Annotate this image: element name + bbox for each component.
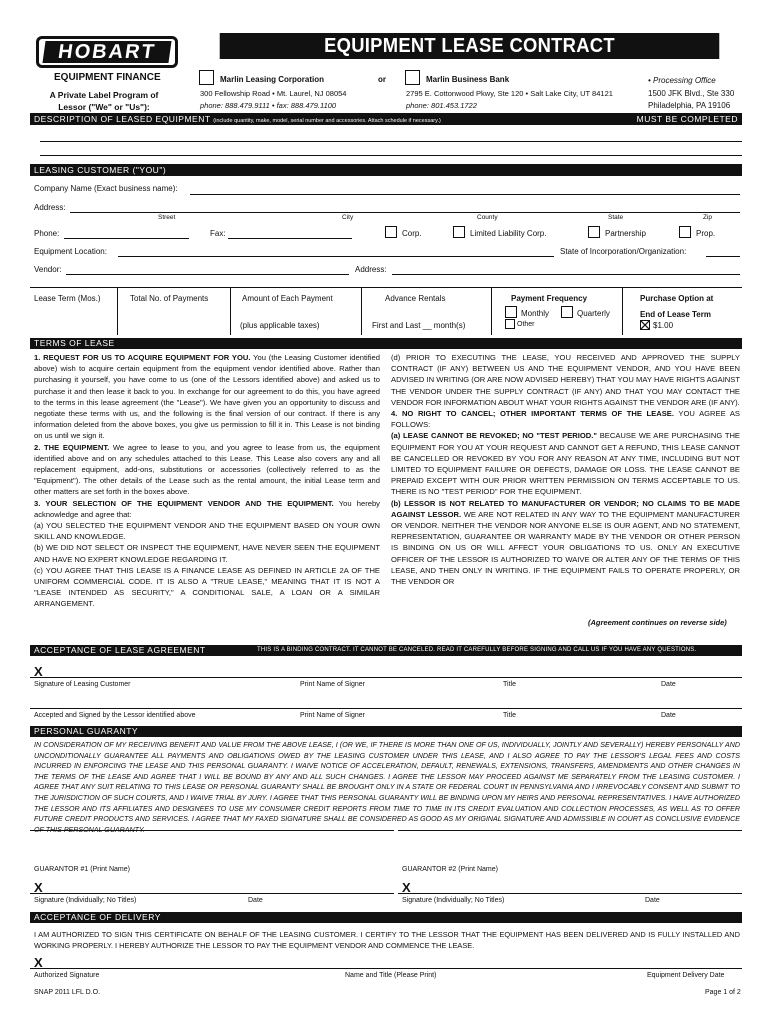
description-line-2[interactable] xyxy=(40,155,742,156)
address-field[interactable] xyxy=(70,212,740,213)
term-3d: (d) PRIOR TO EXECUTING THE LEASE, YOU RECEIVED AND APPROVED THE SUPPLY CONTRACT (IF ANY) BETWEEN US AND THE EQUIPMENT VENDOR, AND YOU HAVE BEEN ADVISED IN WRITING (OR ARE NOW ADVISED HEREBY) THAT YOU MAY HAVE RIGHTS AGAINST THE VENDOR UNDER THE SUPPLY CONTRACT (IF ANY) AND THAT YOU MAY CONTACT THE VENDOR FOR INFORMATION ABOUT WHAT YOUR RIGHTS AGAINST THE VENDOR ARE (IF ANY). xyxy=(391,353,740,407)
purchase-option-label: Purchase Option at xyxy=(640,294,714,303)
customer-signature-label: Signature of Leasing Customer xyxy=(34,681,131,688)
private-label-text xyxy=(46,89,162,113)
company-name-field[interactable] xyxy=(190,194,740,195)
amount-each-label: Amount of Each Payment xyxy=(242,294,333,303)
continues-note: (Agreement continues on reverse side) xyxy=(588,618,727,627)
vendor-label: Vendor: xyxy=(34,265,62,274)
term-4-heading: 4. NO RIGHT TO CANCEL; OTHER IMPORTANT TERMS OF THE LEASE. xyxy=(391,409,674,419)
term-3-body: You hereby acknowledge and agree that: xyxy=(34,498,380,519)
term-4b-heading: (b) LESSOR IS NOT RELATED TO MANUFACTURER OR VENDOR; NO CLAIMS TO BE MADE AGAINST LESSOR. xyxy=(391,498,740,519)
marlin-corp-address: 300 Fellowship Road • Mt. Laurel, NJ 08054 xyxy=(200,89,347,98)
description-title: DESCRIPTION OF LEASED EQUIPMENT xyxy=(34,114,211,124)
one-dollar-label: $1.00 xyxy=(653,321,674,330)
customer-bar: LEASING CUSTOMER ("YOU") xyxy=(30,164,742,176)
terms-right-column xyxy=(391,352,740,587)
marlin-bank-name: Marlin Business Bank xyxy=(426,75,510,84)
lessor-accepted-label: Accepted and Signed by the Lessor identified above xyxy=(34,712,196,719)
date-label: Date xyxy=(661,681,676,688)
page-number: Page 1 of 2 xyxy=(705,989,741,996)
private-label-line: A Private Label Program of xyxy=(49,90,159,100)
state-sublabel: State xyxy=(608,214,624,221)
monthly-checkbox[interactable] xyxy=(505,306,517,318)
state-of-inc-label: State of Incorporation/Organization: xyxy=(560,247,687,256)
delivery-bar: ACCEPTANCE OF DELIVERY xyxy=(30,912,742,923)
delivery-signature-line[interactable] xyxy=(30,968,742,969)
guarantor-2-label: GUARANTOR #2 (Print Name) xyxy=(402,866,498,873)
or-label: or xyxy=(378,75,386,84)
name-title-label: Name and Title (Please Print) xyxy=(345,972,437,979)
acceptance-note: THIS IS A BINDING CONTRACT. IT CANNOT BE CANCELED. READ IT CAREFULLY BEFORE SIGNING AND CALL US IF YOU HAVE ANY QUESTIONS. xyxy=(257,647,697,653)
guaranty-bar: PERSONAL GUARANTY xyxy=(30,726,742,737)
corp-label: Corp. xyxy=(402,229,422,238)
terms-divider-2 xyxy=(230,287,231,335)
logo-text: HOBART xyxy=(42,41,171,63)
vendor-address-label: Address: xyxy=(355,265,387,274)
lessor-print-name-label: Print Name of Signer xyxy=(300,712,365,719)
delivery-text: I AM AUTHORIZED TO SIGN THIS CERTIFICATE ON BEHALF OF THE LEASING CUSTOMER. I CERTIFY TO THE LESSOR THAT THE EQUIPMENT HAS BEEN DELIVERED AND IS FULLY INSTALLED AND WORKING PROPERLY. I HEREBY AUTHORIZE THE LESSOR TO PAY THE EQUIPMENT VENDOR AND COMMENCE THE LEASE. xyxy=(34,930,740,950)
partnership-label: Partnership xyxy=(605,229,646,238)
form-code: SNAP 2011 LFL D.O. xyxy=(34,989,101,996)
marlin-corp-name: Marlin Leasing Corporation xyxy=(220,75,325,84)
guarantor-2-name-line[interactable] xyxy=(398,830,742,831)
equipment-location-label: Equipment Location: xyxy=(34,247,107,256)
description-line-1[interactable] xyxy=(40,141,742,142)
description-bar xyxy=(30,113,742,125)
page-title: EQUIPMENT LEASE CONTRACT xyxy=(220,33,720,59)
print-name-label: Print Name of Signer xyxy=(300,681,365,688)
monthly-label: Monthly xyxy=(521,309,550,318)
guarantor-1-label: GUARANTOR #1 (Print Name) xyxy=(34,866,130,873)
llc-checkbox[interactable] xyxy=(453,226,465,238)
partnership-checkbox[interactable] xyxy=(588,226,600,238)
term-4a-heading: (a) LEASE CANNOT BE REVOKED; NO "TEST PERIOD." xyxy=(391,431,597,441)
guarantor-2-signature-line[interactable] xyxy=(398,893,742,894)
lease-term-label: Lease Term (Mos.) xyxy=(34,294,101,303)
fax-field[interactable] xyxy=(228,238,352,239)
address-label: Address: xyxy=(34,203,66,212)
title-label: Title xyxy=(503,681,516,688)
term-3b: (b) WE DID NOT SELECT OR INSPECT THE EQUIPMENT, HAVE NEVER SEEN THE EQUIPMENT AND HAVE NO EXPERT KNOWLEDGE REGARDING IT. xyxy=(34,543,380,564)
other-label: Other xyxy=(517,321,535,328)
marlin-bank-phone: phone: 801.453.1722 xyxy=(406,101,477,110)
must-be-completed: MUST BE COMPLETED xyxy=(636,114,738,124)
guarantor-1-date-label: Date xyxy=(248,897,263,904)
term-1-body: You (the Leasing Customer identified above) wish to acquire certain equipment from the equipment vendor identified above. Rather than purchasing it yourself, you have come to us (one of the Lessors identified above) and asked us to purchase it and then lease it back to you. In exchange for our agreement to do this, you have agreed to the terms in this lease agreement (the "Lease"). We have given you an opportunity to discuss and negotiate these terms with us, and the following is the final version of our contract. If there is any information deleted from the above boxes, you give us permission to fill it in. This Lease is not binding on us until we sign it. xyxy=(34,353,380,441)
term-4b xyxy=(391,498,740,588)
prop-checkbox[interactable] xyxy=(679,226,691,238)
terms-divider-5 xyxy=(622,287,623,335)
payment-frequency-label: Payment Frequency xyxy=(511,294,588,303)
guaranty-text: IN CONSIDERATION OF MY RECEIVING BENEFIT AND VALUE FROM THE ABOVE LEASE, I (OR WE, IF THERE IS MORE THAN ONE OF US, INDIVIDUALLY, JOINTLY AND SEVERALLY) HEREBY PERSONALLY AND UNCONDITIONALLY GUARANTEE ALL PAYMENTS AND OBLIGATIONS OWED BY THE LEASING CUSTOMER UNDER THIS LEASE, AND I ALSO AGREE TO PAY THE LESSOR'S LEGAL FEES AND COSTS INCURRED IN ENFORCING THE LEASE AND THIS PERSONAL GUARANTY. I WAIVE NOTICE OF ACCELERATION, DEFAULT, RENEWALS, EXTENSIONS, TRANSFERS, AMENDMENTS AND OTHER CHANGES IN THE TERMS OF THE LEASE AND AGREE THAT I WILL BE BOUND BY ANY AND ALL SUCH CHANGES. I AGREE THE LESSOR MAY PROCEED AGAINST ME SEPARATELY FROM THE LEASING CUSTOMER. I AGREE THAT ANY SUIT RELATING TO THIS LEASE OR PERSONAL GUARANTY SHALL BE BROUGHT ONLY IN A STATE OR FEDERAL COURT IN PENNSYLVANIA AND I IRREVOCABLY CONSENT AND SUBMIT TO THE JURISDICTION OF SUCH COURTS, AND I WAIVE TRIAL BY JURY. I AGREE THAT THIS PERSONAL GUARANTY WILL BE BINDING UPON MY HEIRS AND PERSONAL REPRESENTATIVES. I HAVE AUTHORIZED THE LESSOR AND ITS AFFILIATES AND DESIGNEES TO USE MY CONSUMER CREDIT REPORTS FROM TIME TO TIME IN ITS CREDIT EVALUATION AND COLLECTION PROCESSES, AS WELL AS TO OFFER FUTURE CREDIT PRODUCTS AND SERVICES. I AGREE THAT MY FAXED SIGNATURE SHALL BE CONSIDERED AS GOOD AS MY ORIGINAL SIGNATURE AND ADMISSIBLE IN COURT AS CONCLUSIVE EVIDENCE OF THIS PERSONAL GUARANTY. xyxy=(34,741,740,834)
fax-label: Fax: xyxy=(210,229,226,238)
guarantor-1-signature-line[interactable] xyxy=(30,893,394,894)
other-checkbox[interactable] xyxy=(505,319,515,329)
checked-x-icon xyxy=(641,321,649,329)
state-of-inc-field[interactable] xyxy=(706,256,740,257)
term-2-body: We agree to lease to you, and you agree to lease from us, the equipment identified above and on any schedules attached to this Lease. This Lease also covers any and all replacement equipment, add-ons, substitutions or accessories (collectively referred to as the "Equipment"). The other details of the Lease such as the rental amount, the initial Lease term and other matters are set forth in the boxes above. xyxy=(34,442,380,497)
processing-address-1: 1500 JFK Blvd., Ste 330 xyxy=(648,89,735,98)
guarantor-1-x: X xyxy=(34,880,43,895)
term-4a xyxy=(391,430,740,497)
phone-label: Phone: xyxy=(34,229,60,238)
llc-label: Limited Liability Corp. xyxy=(470,229,547,238)
terms-table-top-border xyxy=(30,287,742,288)
term-4b-body: WE ARE NOT RELATED IN ANY WAY TO THE EQUIPMENT MANUFACTURER OR VENDOR. NEITHER THE VENDOR NOR ANYONE ELSE IS OUR AGENT, AND NO STATEMENT, REPRESENTATION, GUARANTEE OR WARRANTY MADE BY THE VENDOR OR OTHER PERSON IS BINDING ON US OR WILL AFFECT YOUR OBLIGATIONS TO US. ONLY AN EXECUTIVE OFFICER OF THE LESSOR IS AUTHORIZED TO WAIVE OR ALTER ANY OF THE TERMS OF THIS LEASE, AND THEN ONLY IN WRITING. IF THE EQUIPMENT FAILS TO OPERATE PROPERLY, OR THE VENDOR OR xyxy=(391,509,740,587)
term-3 xyxy=(34,498,380,520)
phone-field[interactable] xyxy=(64,238,189,239)
lessor-we-us-line: Lessor ("We" or "Us"): xyxy=(58,102,150,112)
customer-signature-line[interactable] xyxy=(30,677,742,678)
equipment-location-field[interactable] xyxy=(118,256,554,257)
term-1 xyxy=(34,352,380,442)
authorized-signature-label: Authorized Signature xyxy=(34,972,100,979)
lessor-signature-line[interactable] xyxy=(30,708,742,709)
plus-tax-label: (plus applicable taxes) xyxy=(240,321,320,330)
term-1-heading: 1. REQUEST FOR US TO ACQUIRE EQUIPMENT FOR YOU. xyxy=(34,353,251,362)
term-2-heading: 2. THE EQUIPMENT. xyxy=(34,442,110,452)
end-of-term-label: End of Lease Term xyxy=(640,310,711,319)
quarterly-label: Quarterly xyxy=(577,309,610,318)
guarantor-1-signature-label: Signature (Individually; No Titles) xyxy=(34,897,137,904)
guarantor-1-name-line[interactable] xyxy=(30,830,394,831)
terms-left-column xyxy=(34,352,380,610)
vendor-field[interactable] xyxy=(66,274,349,275)
county-sublabel: County xyxy=(477,214,498,221)
term-4a-body: BECAUSE WE ARE PURCHASING THE EQUIPMENT FOR YOU AT YOUR REQUEST AND CANNOT GET A REFUND, THIS LEASE CANNOT BE CANCELLED OR REVOKED BY YOU FOR ANY REASON AT ANY TIME, INCLUDING BUT NOT LIMITED TO EQUIPMENT FAILURE OR DEFECTS, DAMAGE OR LOSS. THE LEASE CANNOT BE PREPAID EXCEPT WITH OUR PRIOR WRITTEN PERMISSION ON TERMS ACCEPTABLE TO US. THERE IS NO "TEST PERIOD" FOR THE EQUIPMENT. xyxy=(391,431,741,497)
term-4-body: YOU AGREE AS FOLLOWS: xyxy=(391,409,740,430)
marlin-corp-checkbox[interactable] xyxy=(199,70,214,85)
city-sublabel: City xyxy=(342,214,354,221)
first-last-label: First and Last __ month(s) xyxy=(372,321,466,330)
acceptance-title: ACCEPTANCE OF LEASE AGREEMENT xyxy=(34,645,206,655)
description-note: (include quantity, make, model, serial number and accessories. Attach schedule if necessary.) xyxy=(213,118,441,124)
marlin-corp-phone: phone: 888.479.9111 • fax: 888.479.1100 xyxy=(200,101,337,110)
total-payments-label: Total No. of Payments xyxy=(130,294,209,303)
vendor-address-field[interactable] xyxy=(392,274,740,275)
company-name-label: Company Name (Exact business name): xyxy=(34,184,178,193)
acceptance-bar xyxy=(30,645,742,656)
lessor-title-label: Title xyxy=(503,712,516,719)
term-2 xyxy=(34,442,380,498)
term-4 xyxy=(391,408,740,430)
marlin-bank-checkbox[interactable] xyxy=(405,70,420,85)
term-3a: (a) YOU SELECTED THE EQUIPMENT VENDOR AND THE EQUIPMENT BASED ON YOUR OWN SKILL AND KNOWLEDGE. xyxy=(34,521,380,542)
prop-label: Prop. xyxy=(696,229,716,238)
terms-divider-3 xyxy=(361,287,362,335)
processing-office-label: • Processing Office xyxy=(648,76,716,85)
corp-checkbox[interactable] xyxy=(385,226,397,238)
one-dollar-checkbox[interactable] xyxy=(640,320,650,330)
guarantor-2-date-label: Date xyxy=(645,897,660,904)
lessor-date-label: Date xyxy=(661,712,676,719)
zip-sublabel: Zip xyxy=(703,214,713,221)
terms-divider-4 xyxy=(491,287,492,335)
processing-address-2: Philadelphia, PA 19106 xyxy=(648,101,731,110)
hobart-logo xyxy=(36,36,178,68)
delivery-x: X xyxy=(34,955,43,970)
street-sublabel: Street xyxy=(158,214,176,221)
terms-bar: TERMS OF LEASE xyxy=(30,338,742,349)
guarantor-2-signature-label: Signature (Individually; No Titles) xyxy=(402,897,505,904)
equipment-finance-label: EQUIPMENT FINANCE xyxy=(54,72,161,83)
advance-rentals-label: Advance Rentals xyxy=(385,294,446,303)
term-3-heading: 3. YOUR SELECTION OF THE EQUIPMENT VENDOR AND THE EQUIPMENT. xyxy=(34,498,334,508)
marlin-bank-address: 2795 E. Cottonwood Pkwy, Ste 120 • Salt Lake City, UT 84121 xyxy=(406,89,613,98)
guarantor-2-x: X xyxy=(402,880,411,895)
acceptance-x: X xyxy=(34,664,43,679)
terms-divider-1 xyxy=(117,287,118,335)
term-3c: (c) YOU AGREE THAT THIS LEASE IS A FINANCE LEASE AS DEFINED IN ARTICLE 2A OF THE UNIFORM COMMERCIAL CODE. IT IS ALSO A "TRUE LEASE," MEANING THAT IT IS NOT A "LEASE INTENDED AS SECURITY," A CONDITIONAL SALE, A LOAN OR A SIMILAR ARRANGEMENT. xyxy=(34,565,380,609)
delivery-date-label: Equipment Delivery Date xyxy=(647,972,725,979)
quarterly-checkbox[interactable] xyxy=(561,306,573,318)
